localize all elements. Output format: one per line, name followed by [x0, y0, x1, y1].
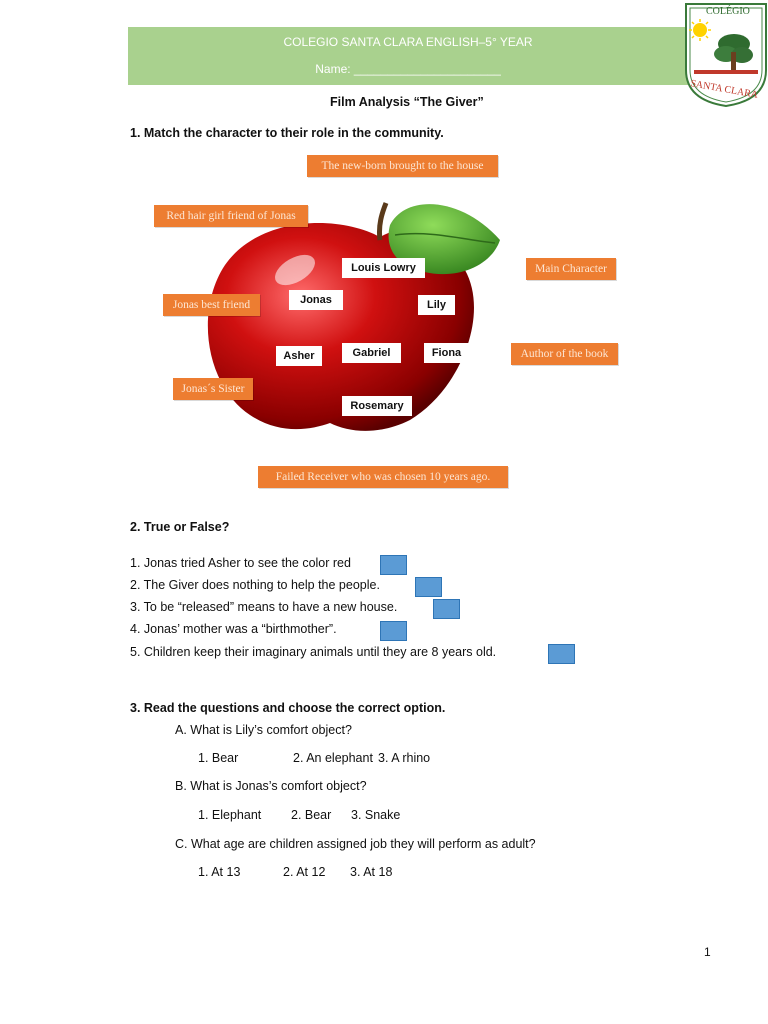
- section1-heading: 1. Match the character to their role in the community.: [130, 126, 444, 140]
- role-box: The new-born brought to the house: [307, 155, 498, 177]
- character-label: Louis Lowry: [342, 258, 425, 278]
- option: 2. Bear: [291, 808, 332, 822]
- crest-top-text: COLÉGIO: [706, 6, 750, 17]
- school-title: COLEGIO SANTA CLARA ENGLISH–5° YEAR: [283, 35, 533, 49]
- true-false-item: 4. Jonas’ mother was a “birthmother”.: [130, 622, 337, 636]
- option: 1. Bear: [198, 751, 239, 765]
- answer-box[interactable]: [415, 577, 442, 597]
- option: 1. Elephant: [198, 808, 262, 822]
- option: 2. An elephant: [293, 751, 373, 765]
- question-c: C. What age are children assigned job they will perform as adult?: [175, 837, 536, 851]
- school-crest: [684, 0, 768, 108]
- option: 3. At 18: [350, 865, 393, 879]
- true-false-item: 3. To be “released” means to have a new house.: [130, 600, 398, 614]
- page-title: Film Analysis “The Giver”: [330, 95, 484, 109]
- role-box: Failed Receiver who was chosen 10 years ago.: [258, 466, 508, 488]
- true-false-item: 2. The Giver does nothing to help the people.: [130, 578, 380, 592]
- character-label: Lily: [418, 295, 455, 315]
- header-band: [128, 27, 688, 85]
- option: 3. Snake: [351, 808, 401, 822]
- question-b: B. What is Jonas’s comfort object?: [175, 779, 367, 793]
- true-false-item: 5. Children keep their imaginary animals until they are 8 years old.: [130, 645, 497, 659]
- true-false-item: 1. Jonas tried Asher to see the color red: [130, 556, 351, 570]
- page-number: 1: [704, 945, 711, 959]
- role-box: Main Character: [526, 258, 616, 280]
- character-label: Rosemary: [342, 396, 412, 416]
- role-box: Red hair girl friend of Jonas: [154, 205, 308, 227]
- section2-heading: 2. True or False?: [130, 520, 230, 534]
- answer-box[interactable]: [380, 555, 407, 575]
- character-label: Fiona: [424, 343, 469, 363]
- character-label: Asher: [276, 346, 322, 366]
- name-field: Name: ______________________: [315, 62, 501, 76]
- role-box: Jonas best friend: [163, 294, 260, 316]
- section3-heading: 3. Read the questions and choose the correct option.: [130, 701, 446, 715]
- crest-bottom-text: SANTA CLARA: [689, 78, 759, 101]
- answer-box[interactable]: [380, 621, 407, 641]
- role-box: Author of the book: [511, 343, 618, 365]
- option: 1. At 13: [198, 865, 241, 879]
- question-a: A. What is Lily’s comfort object?: [175, 723, 352, 737]
- option: 2. At 12: [283, 865, 326, 879]
- option: 3. A rhino: [378, 751, 431, 765]
- character-label: Jonas: [289, 290, 343, 310]
- answer-box[interactable]: [433, 599, 460, 619]
- role-box: Jonas´s Sister: [173, 378, 253, 400]
- answer-box[interactable]: [548, 644, 575, 664]
- character-label: Gabriel: [342, 343, 401, 363]
